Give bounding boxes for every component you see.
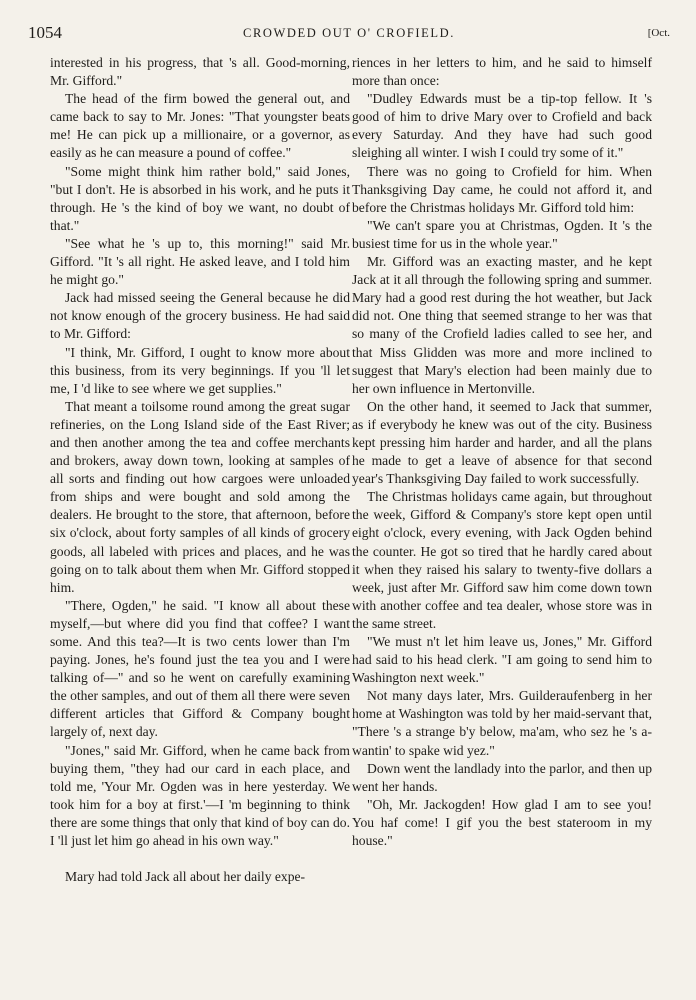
paragraph: That meant a toilsome round among the great sugar refineries, on the Long Island side of the East River; and then another among the tea and coffee merchants and brokers, away down town, looking at samples of all sorts and finding out how cargoes were unloaded from ships and were bought and sold among the dealers. He brought to the store, that afternoon, before six o'clock, about forty samples of all kinds of grocery goods, all labeled with prices and places, and he was going on to talk about them when Mr. Gifford stopped him.: [50, 398, 350, 595]
paragraph: "I think, Mr. Gifford, I ought to know more about this business, from its very beginnings. If you 'll let me, I 'd like to see where we get supplies.": [50, 344, 350, 396]
paragraph: There was no going to Crofield for him. When Thanksgiving Day came, he could not afford it, and before the Christmas holidays Mr. Gifford told him:: [352, 163, 652, 215]
paragraph: Jack had missed seeing the General because he did not know enough of the grocery business. He had said to Mr. Gifford:: [50, 290, 350, 342]
paragraph: interested in his progress, that 's all. Good-morning, Mr. Gifford.": [50, 55, 350, 89]
paragraph: The head of the firm bowed the general out, and came back to say to Mr. Jones: "That youngster beats me! He can pick up a millionaire, or a governor, as easily as he can measure a pound of coffee.": [50, 91, 350, 161]
paragraph: "We can't spare you at Christmas, Ogden. It 's the busiest time for us in the whole year.": [352, 217, 652, 251]
paragraph: riences in her letters to him, and he said to himself more than once:: [352, 55, 652, 89]
paragraph: On the other hand, it seemed to Jack that summer, as if everybody he knew was out of the city. Business kept pressing him harder and harder, and all the plans he made to get a leave of absence for that second year's Thanksgiving Day failed to work successfully.: [352, 398, 652, 487]
paragraph: "Some might think him rather bold," said Jones, "but I don't. He is absorbed in his work, and he puts it through. He 's the kind of boy we want, no doubt of that.": [50, 163, 350, 233]
paragraph: Down went the landlady into the parlor, and then up went her hands.: [352, 760, 652, 794]
page-number: 1054: [28, 23, 62, 42]
paragraph: Mary had told Jack all about her daily expe-: [65, 869, 306, 885]
paragraph: "We must n't let him leave us, Jones," Mr. Gifford had said to his head clerk. "I am going to send him to Washington next week.": [352, 634, 652, 686]
left-column: [50, 54, 350, 886]
paragraph: "Oh, Mr. Jackogden! How glad I am to see you! You haf come! I gif you the best stateroom in my house.": [352, 796, 652, 849]
paragraph: The Christmas holidays came again, but throughout the week, Gifford & Company's store kept open until eight o'clock, every evening, with Jack Ogden behind the counter. He got so tired that he hardly cared about it when they raised his salary to twenty-five dollars a week, just after Mr. Gifford saw him come down town with another coffee and tea dealer, whose store was in the same street.: [352, 489, 652, 631]
paragraph: "Dudley Edwards must be a tip-top fellow. It 's good of him to drive Mary over to Crofield and back every Saturday. And they have had such good sleighing all winter. I wish I could try some of it.": [352, 91, 652, 161]
paragraph: "There, Ogden," he said. "I know all about these myself,—but where did you find that coffee? I want some. And this tea?—It is two cents lower than I'm paying. Jones, he's found just the tea you and I were talking of—" and so he went on carefully examining the other samples, and out of them all there were seven different articles that Gifford & Company bought largely of, next day.: [50, 597, 350, 740]
running-title: CROWDED OUT O' CROFIELD.: [243, 26, 455, 40]
paragraph: Mr. Gifford was an exacting master, and he kept Jack at it all through the following spring and summer. Mary had a good rest during the hot weather, but Jack did not. One thing that seemed strange to her was that so many of the Crofield ladies called to see her, and that Miss Glidden was more and more inclined to suggest that Mary's election had been mainly due to her own influence in Mertonville.: [352, 254, 652, 396]
running-header: [28, 23, 670, 46]
paragraph: "Jones," said Mr. Gifford, when he came back from buying them, "they had our card in each place, and told me, 'Your Mr. Ogden was in here yesterday. We took him for a boy at first.'—I 'm beginning to think there are some things that only that kind of boy can do. I 'll just let him go ahead in his own way.": [50, 742, 350, 849]
paragraph: Not many days later, Mrs. Guilderaufenberg in her home at Washington was told by her maid-servant that, "There 's a strange b'y below, ma'am, who sez he 's a-wantin' to spake wid yez.": [352, 688, 652, 758]
issue-month: [Oct.: [647, 27, 670, 39]
paragraph: "See what he 's up to, this morning!" said Mr. Gifford. "It 's all right. He asked leave, and I told him he might go.": [50, 235, 350, 288]
right-column: [352, 54, 652, 850]
